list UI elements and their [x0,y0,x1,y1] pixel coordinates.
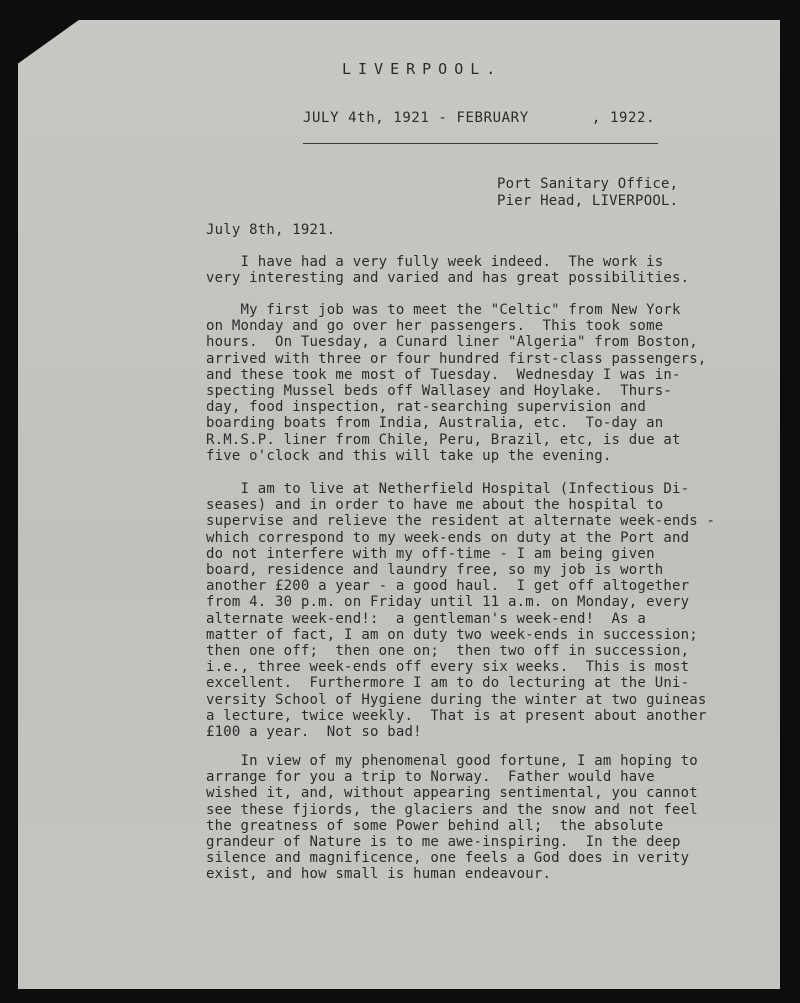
text-line: supervise and relieve the resident at alternate week-ends - [206,513,716,530]
address-line-1: Port Sanitary Office, [497,176,679,192]
text-line: silence and magnificence, one feels a God does in verity [206,850,690,867]
text-line: My first job was to meet the "Celtic" from New York [206,302,681,318]
text-line: i.e., three week-ends off every six weeks. This is most [206,659,690,676]
text-line: then one off; then one on; then two off in succession, [206,643,690,660]
text-line: board, residence and laundry free, so my job is worth [206,562,664,579]
text-line: R.M.S.P. liner from Chile, Peru, Brazil, etc, is due at [206,431,681,448]
text-line: arrived with three or four hundred first-class passengers, [206,350,707,367]
text-line: versity School of Hygiene during the winter at two guineas [206,691,707,708]
text-line: do not interfere with my off-time - I am being given [206,545,655,562]
text-line: arrange for you a trip to Norway. Father would have [206,769,655,786]
header-rule [303,143,658,144]
text-line: five o'clock and this will take up the evening. [206,447,612,464]
text-line: see these fjiords, the glaciers and the snow and not feel [206,801,698,818]
text-line: specting Mussel beds off Wallasey and Hoylake. Thurs- [206,383,672,400]
text-line: the greatness of some Power behind all; the absolute [206,817,664,834]
text-line: boarding boats from India, Australia, etc. To-day an [206,415,664,432]
text-line: excellent. Furthermore I am to do lecturing at the Uni- [206,675,690,692]
header-city: LIVERPOOL. [342,60,503,78]
text-line: day, food inspection, rat-searching supervision and [206,399,647,416]
text-line: I am to live at Netherfield Hospital (Infectious Di- [206,481,690,497]
text-line: I have had a very fully week indeed. The work is [206,254,664,270]
text-line: and these took me most of Tuesday. Wednesday I was in- [206,366,681,383]
text-line: very interesting and varied and has great possibilities. [206,270,690,287]
text-line: hours. On Tuesday, a Cunard liner "Algeria" from Boston, [206,334,698,351]
text-line: alternate week-end!: a gentleman's week-end! As a [206,610,647,627]
paragraph-3 [206,481,715,740]
text-line: In view of my phenomenal good fortune, I am hoping to [206,753,698,769]
text-line: another £200 a year - a good haul. I get off altogether [206,578,690,595]
paragraph-2 [206,302,706,464]
text-line: a lecture, twice weekly. That is at present about another [206,707,707,724]
text-line: wished it, and, without appearing sentimental, you cannot [206,785,698,802]
letter-date: July 8th, 1921. [206,222,336,238]
text-line: grandeur of Nature is to me awe-inspiring. In the deep [206,834,681,851]
paragraph-4 [206,753,698,883]
text-line: which correspond to my week-ends on duty at the Port and [206,529,690,546]
text-line: seases) and in order to have me about the hospital to [206,497,664,514]
text-line: £100 a year. Not so bad! [206,724,422,741]
text-line: matter of fact, I am on duty two week-ends in succession; [206,626,698,643]
text-line: exist, and how small is human endeavour. [206,866,552,883]
sender-address [497,176,678,210]
text-line: from 4. 30 p.m. on Friday until 11 a.m. on Monday, every [206,594,690,611]
header-dates: JULY 4th, 1921 - FEBRUARY , 1922. [303,110,656,126]
paragraph-1 [206,254,689,286]
text-line: on Monday and go over her passengers. This took some [206,318,664,335]
address-line-2: Pier Head, LIVERPOOL. [497,193,679,209]
